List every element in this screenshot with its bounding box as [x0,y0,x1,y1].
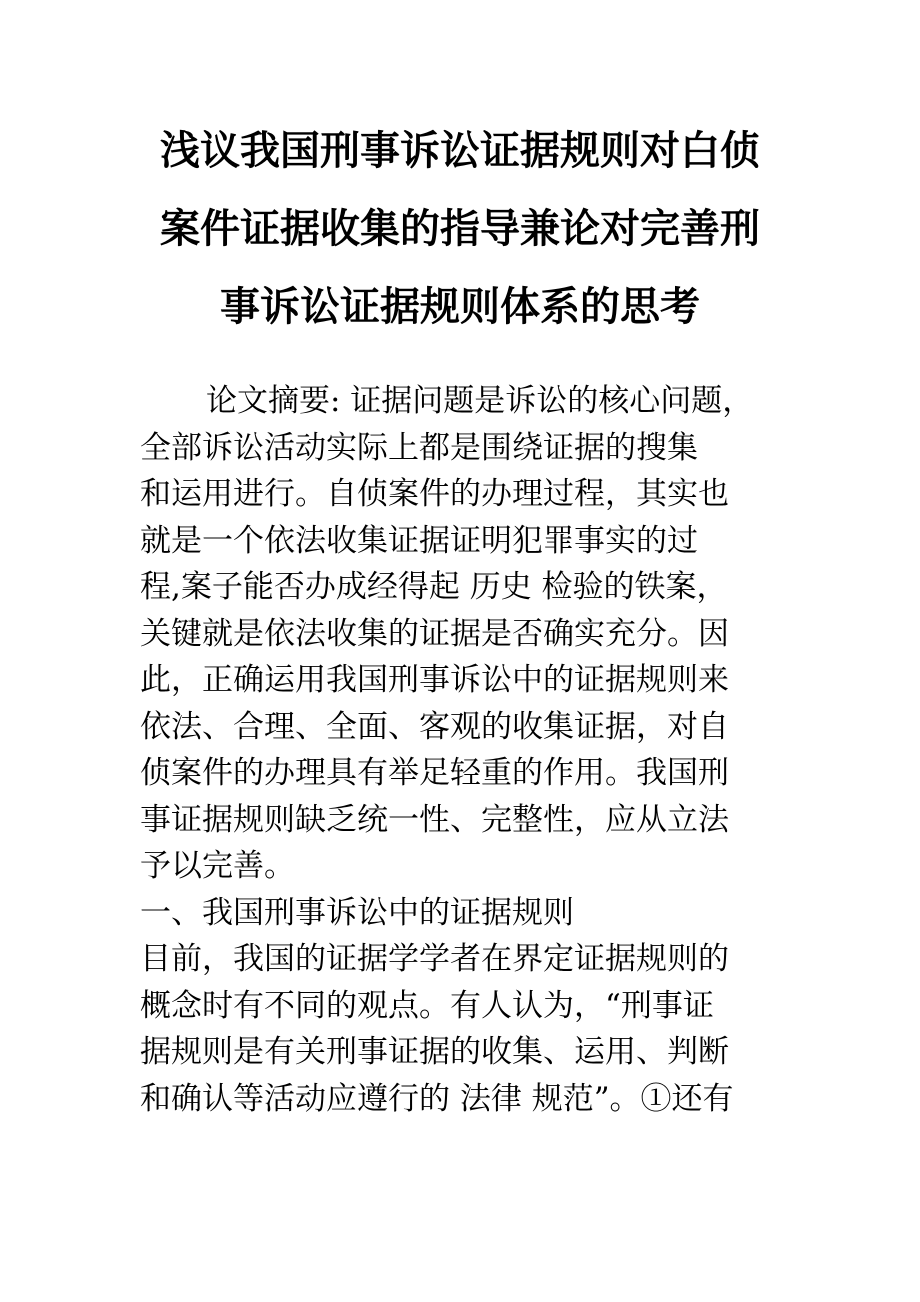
abstract-line-5: 程,案子能否办成经得起 历史 检验的铁案， [140,569,728,605]
title-line-3: 事诉讼证据规则体系的思考 [220,284,700,330]
paragraph-line-1: 目前，我国的证据学学者在界定证据规则的 [140,941,729,977]
document-title [100,118,820,352]
abstract-line-9: 侦案件的办理具有举足轻重的作用。我国刑 [140,755,729,791]
abstract-line-2: 全部诉讼活动实际上都是围绕证据的搜集 [140,429,698,466]
abstract-line-11: 予以完善。 [140,848,295,884]
title-line-1: 浅议我国刑事诉讼证据规则对白侦 [160,128,760,174]
title-line-2: 案件证据收集的指导兼论对完善刑 [160,206,760,252]
document-body [140,378,790,1122]
abstract-line-6: 关键就是依法收集的证据是否确实充分。因 [140,615,729,652]
section-heading: 一、我国刑事诉讼中的证据规则 [140,894,574,931]
paragraph-line-4: 和确认等活动应遵行的 法律 规范”。①还有 [140,1080,734,1117]
paragraph-line-3: 据规则是有关刑事证据的收集、运用、判断 [140,1034,729,1070]
abstract-line-10: 事证据规则缺乏统一性、完整性，应从立法 [140,801,729,838]
abstract-line-7: 此，正确运用我国刑事诉讼中的证据规则来 [140,662,729,698]
abstract-line-1: 论文摘要: 证据问题是诉讼的核心问题， [206,383,754,419]
abstract-line-3: 和运用进行。自侦案件的办理过程，其实也 [140,476,729,512]
abstract-line-4: 就是一个依法收集证据证明犯罪事实的过 [140,522,698,559]
paragraph-line-2: 概念时有不同的观点。有人认为，“刑事证 [140,987,714,1024]
abstract-line-8: 依法、合理、全面、客观的收集证据，对自 [140,708,729,745]
